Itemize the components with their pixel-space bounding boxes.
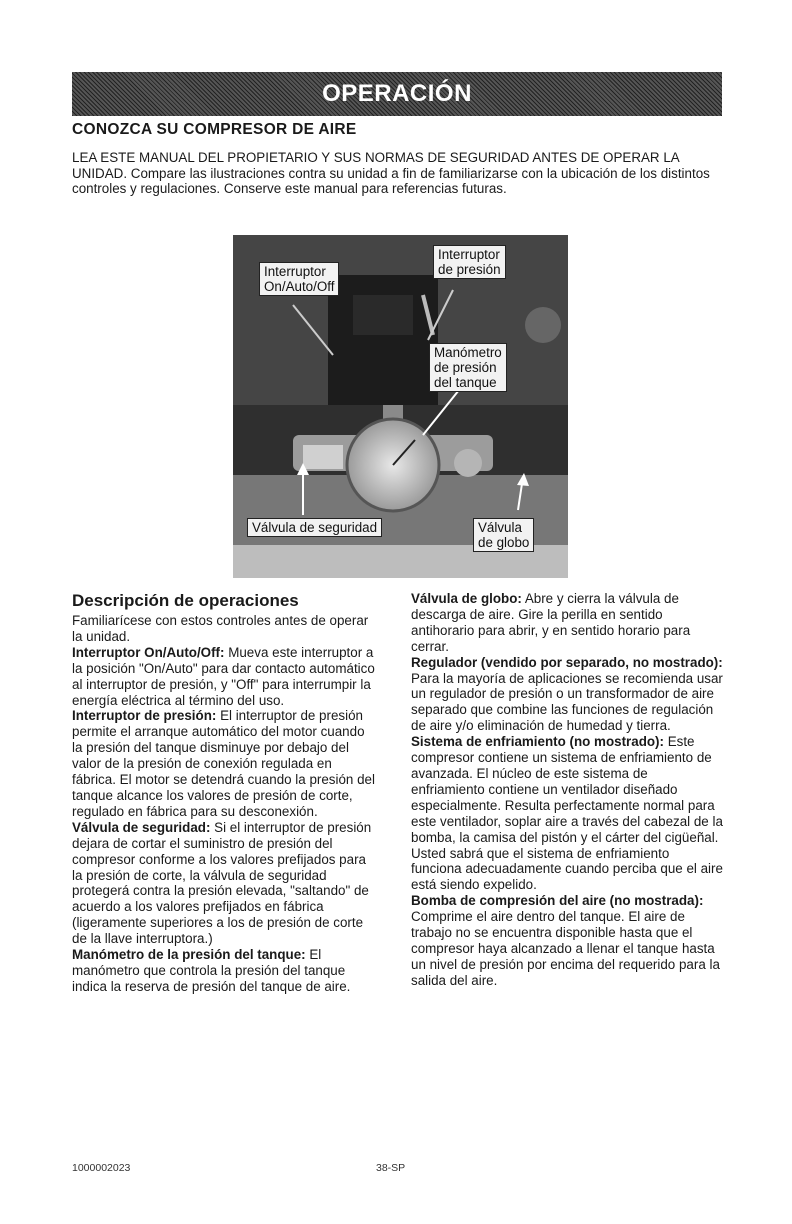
description-item (411, 655, 723, 735)
item-text: Este compresor contiene un sistema de enfriamiento de avanzada. El núcleo de este sistema de enfriamiento contiene un ventilador diseñado especialmente. Resulta perfectamente normal para este ventilador, soplar aire a través del cabezal de la bomba, la camisa del pistón y el cárter del cigüeñal. Usted sabrá que el sistema de enfriamiento funciona adecuadamente cuando perciba que el aire está siendo expelido. (411, 734, 723, 893)
item-text: El interruptor de presión permite el arranque automático del motor cuando la presión del tanque disminuye por debajo del valor de la presión de conexión regulada en fábrica. El motor se detendrá cuando la presión del tanque alcance los valores de presión de corte, regulado en fábrica para su desconexión. (72, 708, 375, 819)
item-term: Interruptor de presión: (72, 708, 217, 724)
label-line: de presión (438, 262, 501, 277)
description-item (411, 591, 723, 655)
label-tank-gauge (429, 343, 507, 392)
item-text: El manómetro que controla la presión del tanque indica la reserva de presión del tanque de aire. (72, 947, 351, 994)
label-line: On/Auto/Off (264, 279, 335, 294)
left-column (72, 591, 377, 995)
right-column (411, 591, 723, 989)
banner-title: OPERACIÓN (322, 80, 472, 107)
description-item (72, 645, 377, 709)
description-item (72, 708, 377, 819)
label-line: Manómetro (434, 345, 502, 360)
compressor-photo (233, 235, 568, 578)
item-term: Bomba de compresión del aire (no mostrada): (411, 893, 704, 909)
section-banner (72, 72, 722, 116)
item-text: Comprime el aire dentro del tanque. El aire de trabajo no se encuentra disponible hasta que el compresor haya alcanzado a llenar el tanque hasta un nivel de presión por encima del requerido para la salida del aire. (411, 909, 720, 988)
item-text: Si el interruptor de presión dejara de cortar el suministro de presión del compresor conforme a los valores prefijados para la presión de corte, la válvula de seguridad protegerá contra la presión elevada, "saltando" de acuerdo a los valores prefijados en fábrica (ligeramente superiores a los de presión de corte de la llave interruptora.) (72, 819, 372, 947)
description-item (411, 893, 723, 988)
pressure-switch-box (328, 275, 438, 405)
footer-page-number: 38-SP (376, 1162, 406, 1174)
item-term: Sistema de enfriamiento (no mostrado): (411, 734, 664, 750)
label-on-auto-off (259, 262, 339, 296)
item-text: Abre y cierra la válvula de descarga de aire. Gire la perilla en sentido antihorario para abrir, y en sentido horario para cerrar. (411, 591, 691, 654)
label-safety-valve: Válvula de seguridad (247, 518, 382, 537)
label-globe-valve (473, 518, 534, 552)
label-line: de globo (478, 535, 530, 550)
label-line: del tanque (434, 375, 497, 390)
item-term: Válvula de globo: (411, 591, 522, 606)
label-line: Interruptor (438, 247, 500, 262)
item-term: Válvula de seguridad: (72, 819, 211, 835)
description-item (411, 734, 723, 893)
item-text: Para la mayoría de aplicaciones se recomienda usar un regulador de presión o un transformador de aire separado que combine las funciones de regulación de aire y/o eliminación de humedad y tierra. (411, 670, 723, 734)
description-item (72, 947, 377, 995)
operations-subheading: Descripción de operaciones (72, 591, 299, 610)
item-term: Manómetro de la presión del tanque: (72, 947, 306, 963)
footer-doc-number: 1000002023 (72, 1162, 131, 1174)
item-text: Mueva este interruptor a la posición "On/Auto" para dar contacto automático al interruptor de presión, y "Off" para interrumpir la energía eléctrica al término del uso. (72, 644, 375, 708)
label-line: Válvula (478, 520, 522, 535)
description-item (72, 820, 377, 947)
item-term: Interruptor On/Auto/Off: (72, 644, 225, 660)
label-line: Interruptor (264, 264, 326, 279)
intro-paragraph: LEA ESTE MANUAL DEL PROPIETARIO Y SUS NORMAS DE SEGURIDAD ANTES DE OPERAR LA UNIDAD. Compare las ilustraciones contra su unidad a fin de familiarizarse con la ubicación de los distintos controles y regulaciones. Conserve este manual para referencias futuras. (72, 150, 710, 197)
label-line: de presión (434, 360, 497, 375)
operations-intro: Familiarícese con estos controles antes de operar la unidad. (72, 613, 369, 644)
section-heading: CONOZCA SU COMPRESOR DE AIRE (72, 121, 357, 138)
label-pressure-switch (433, 245, 506, 279)
item-term: Regulador (vendido por separado, no mostrado): (411, 654, 723, 670)
